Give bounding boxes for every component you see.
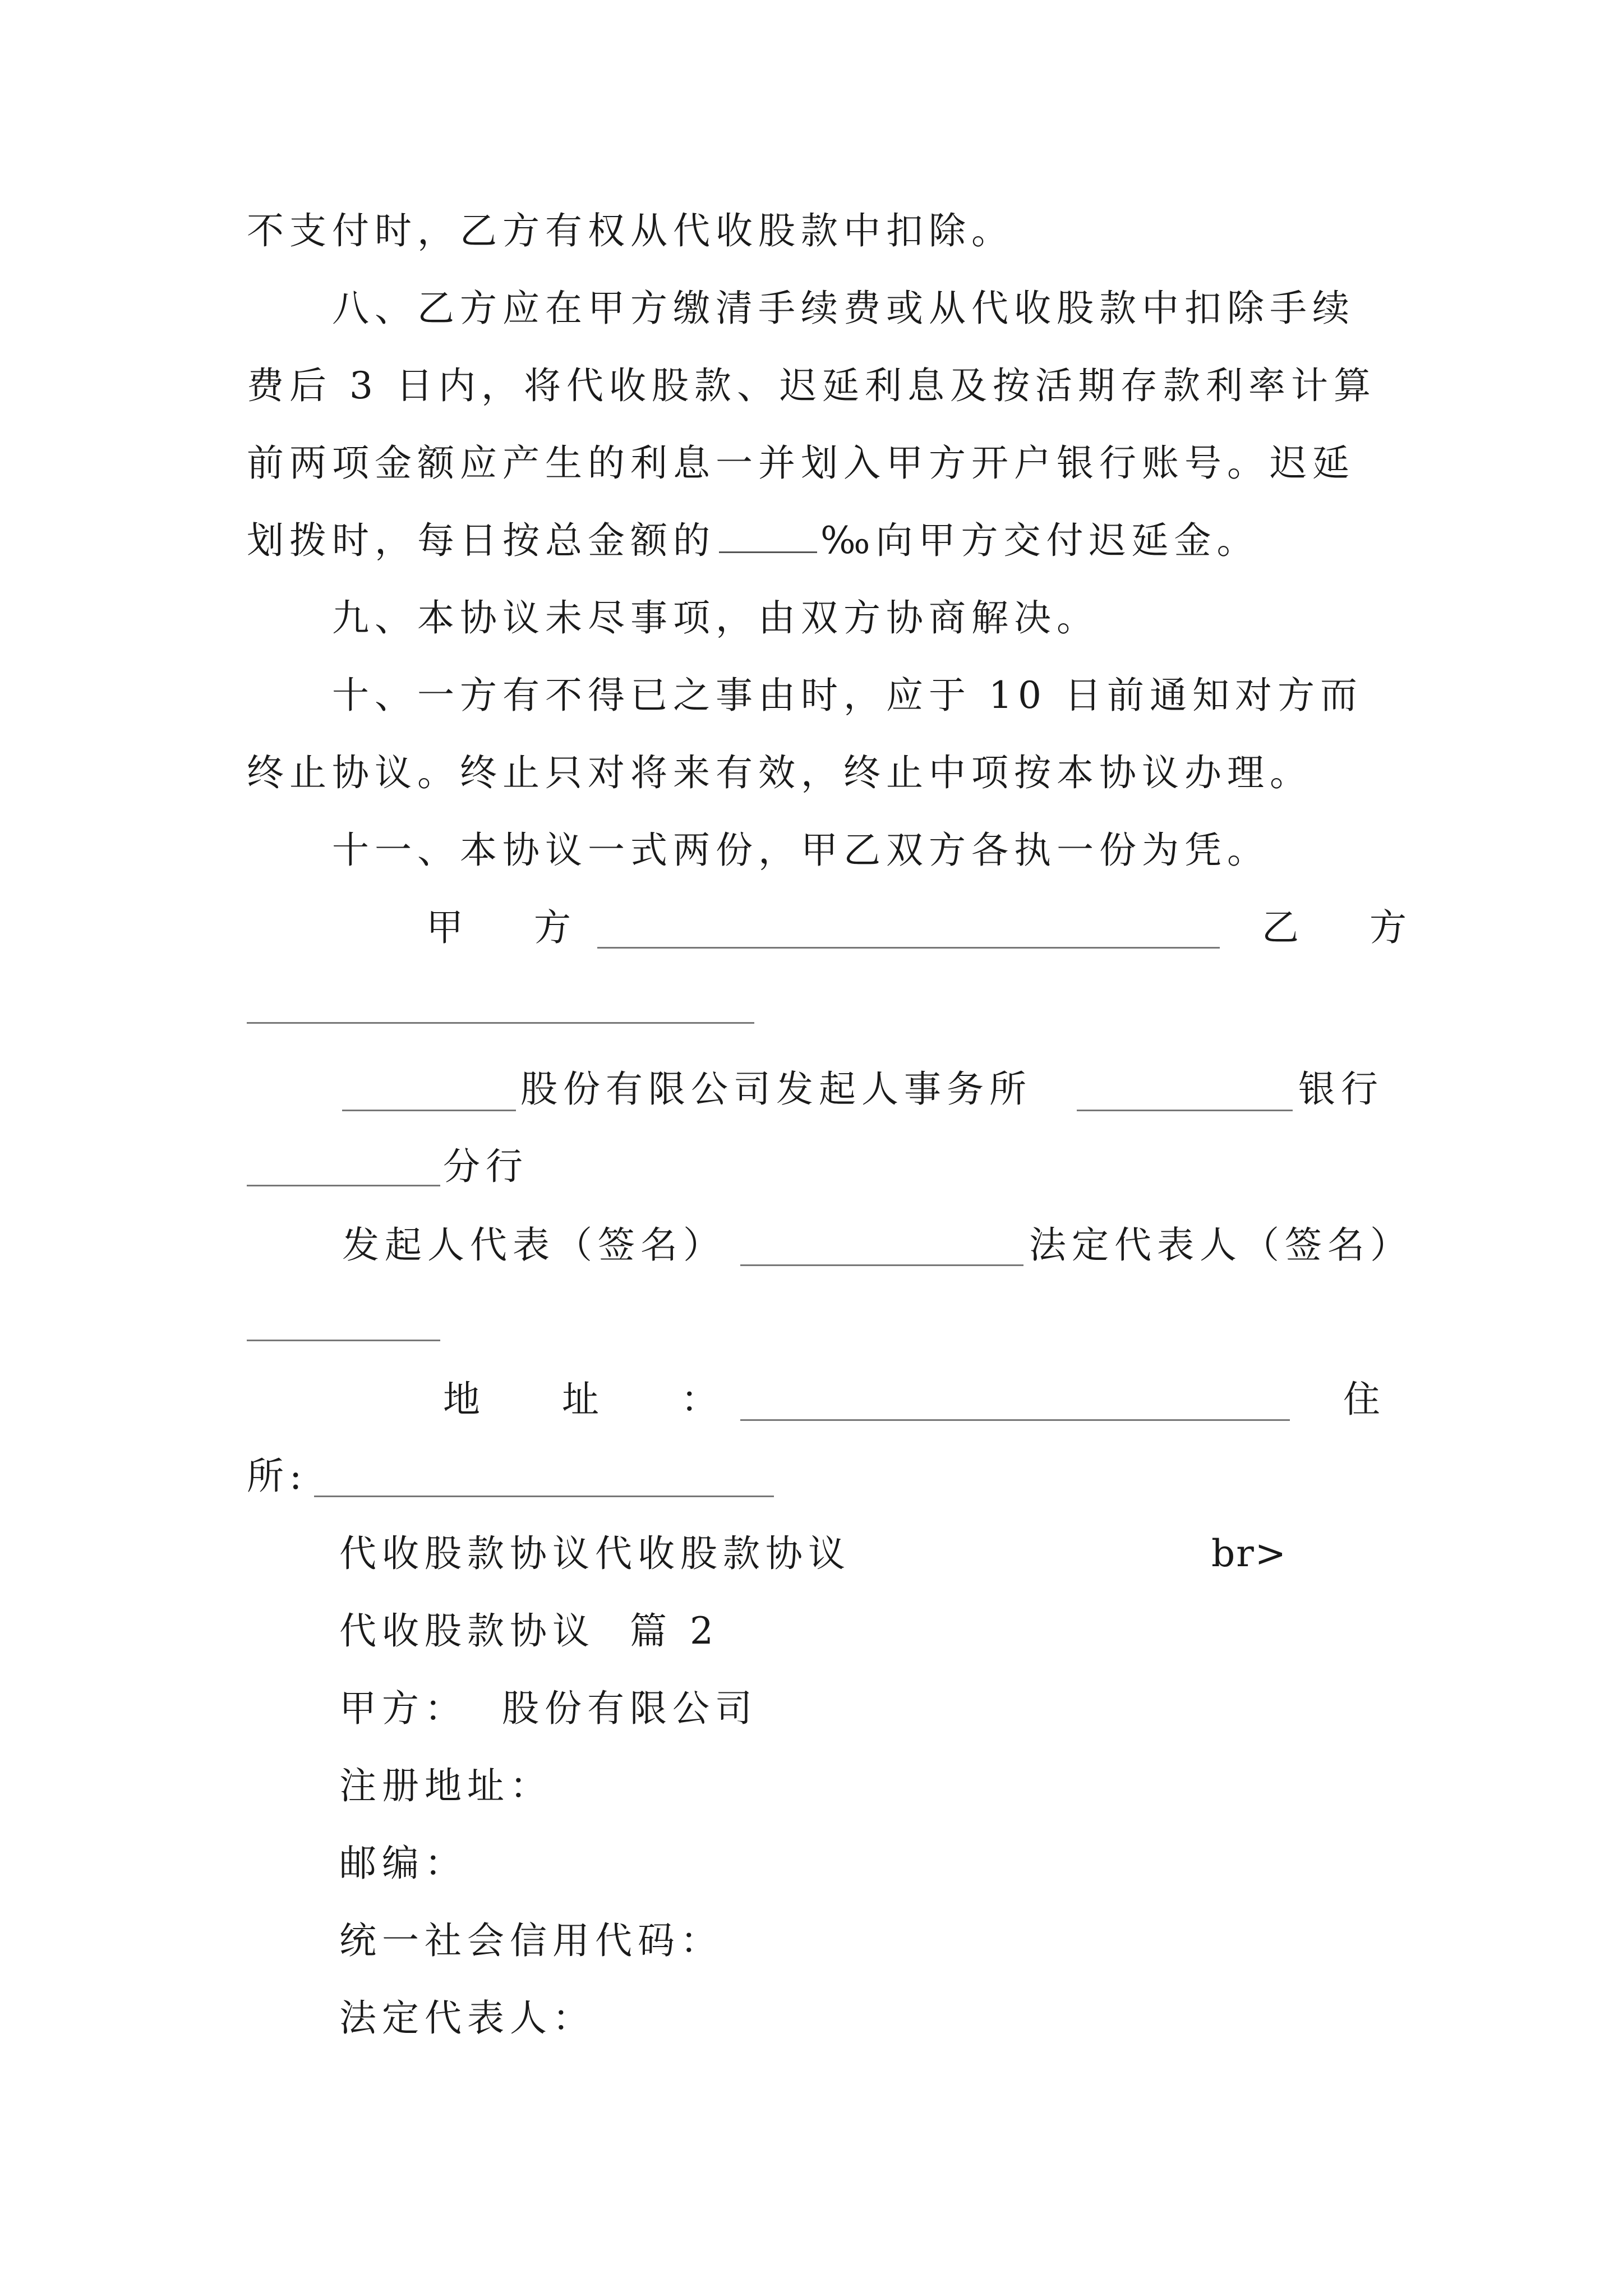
residence-label-a: 住 bbox=[1343, 1378, 1386, 1421]
clause-10-line-1: 十、一方有不得已之事由时，应于 10 日前通知对方而 bbox=[332, 674, 1363, 717]
bank-label: 银行 bbox=[1298, 1068, 1384, 1111]
company-name-blank bbox=[342, 1110, 516, 1111]
branch-label: 分行 bbox=[443, 1145, 528, 1188]
party-b-label: 乙 方 bbox=[1262, 906, 1423, 949]
clause-11: 十一、本协议一式两份，甲乙双方各执一份为凭。 bbox=[332, 829, 1270, 872]
legal-rep-sign-label: 法定代表人（签名） bbox=[1029, 1223, 1413, 1267]
clause-8-text-a: 划拨时，每日按总金额的 bbox=[247, 519, 716, 562]
clause-10-line-2: 终止协议。终止只对将来有效，终止中项按本协议办理。 bbox=[247, 751, 1312, 794]
repeated-title: 代收股款协议代收股款协议 bbox=[339, 1532, 851, 1575]
clause-8-line-3: 前两项金额应产生的利息一并划入甲方开户银行账号。迟延 bbox=[247, 441, 1355, 485]
credit-code-label: 统一社会信用代码： bbox=[339, 1919, 723, 1962]
legal-rep-sign-blank bbox=[247, 1340, 440, 1341]
residence-label-b: 所: bbox=[247, 1455, 308, 1498]
residence-blank bbox=[314, 1496, 774, 1497]
party-b-blank bbox=[247, 1022, 754, 1024]
party-a-label: 甲 方 bbox=[426, 906, 588, 949]
party-a-blank bbox=[597, 947, 1220, 949]
clause-8-text-b: ‰向甲方交付迟延金。 bbox=[820, 519, 1260, 562]
founder-rep-label: 发起人代表（签名） bbox=[342, 1223, 726, 1267]
clause-8-line-4 bbox=[247, 518, 1260, 563]
clause-9: 九、本协议未尽事项，由双方协商解决。 bbox=[332, 596, 1099, 639]
address-label: 地 址 ： bbox=[443, 1378, 740, 1421]
permille-blank bbox=[719, 519, 817, 553]
section-title: 代收股款协议 篇 2 bbox=[339, 1609, 719, 1653]
clause-8-line-2: 费后 3 日内，将代收股款、迟延利息及按活期存款利率计算 bbox=[247, 364, 1376, 407]
address-blank bbox=[740, 1419, 1290, 1421]
text-line-1: 不支付时，乙方有权从代收股款中扣除。 bbox=[247, 209, 1014, 252]
markup-artifact: br> bbox=[1211, 1532, 1288, 1575]
founder-rep-blank bbox=[740, 1264, 1023, 1266]
party-a-line: 甲方： 股份有限公司 bbox=[339, 1687, 758, 1730]
registered-address-label: 注册地址： bbox=[339, 1764, 552, 1807]
bank-name-blank bbox=[1077, 1110, 1293, 1111]
branch-name-blank bbox=[247, 1185, 440, 1186]
clause-8-line-1: 八、乙方应在甲方缴清手续费或从代收股款中扣除手续 bbox=[332, 287, 1355, 330]
postcode-label: 邮编： bbox=[339, 1842, 467, 1885]
company-office-label: 股份有限公司发起人事务所 bbox=[520, 1068, 1032, 1111]
legal-rep-label: 法定代表人： bbox=[339, 1996, 595, 2040]
